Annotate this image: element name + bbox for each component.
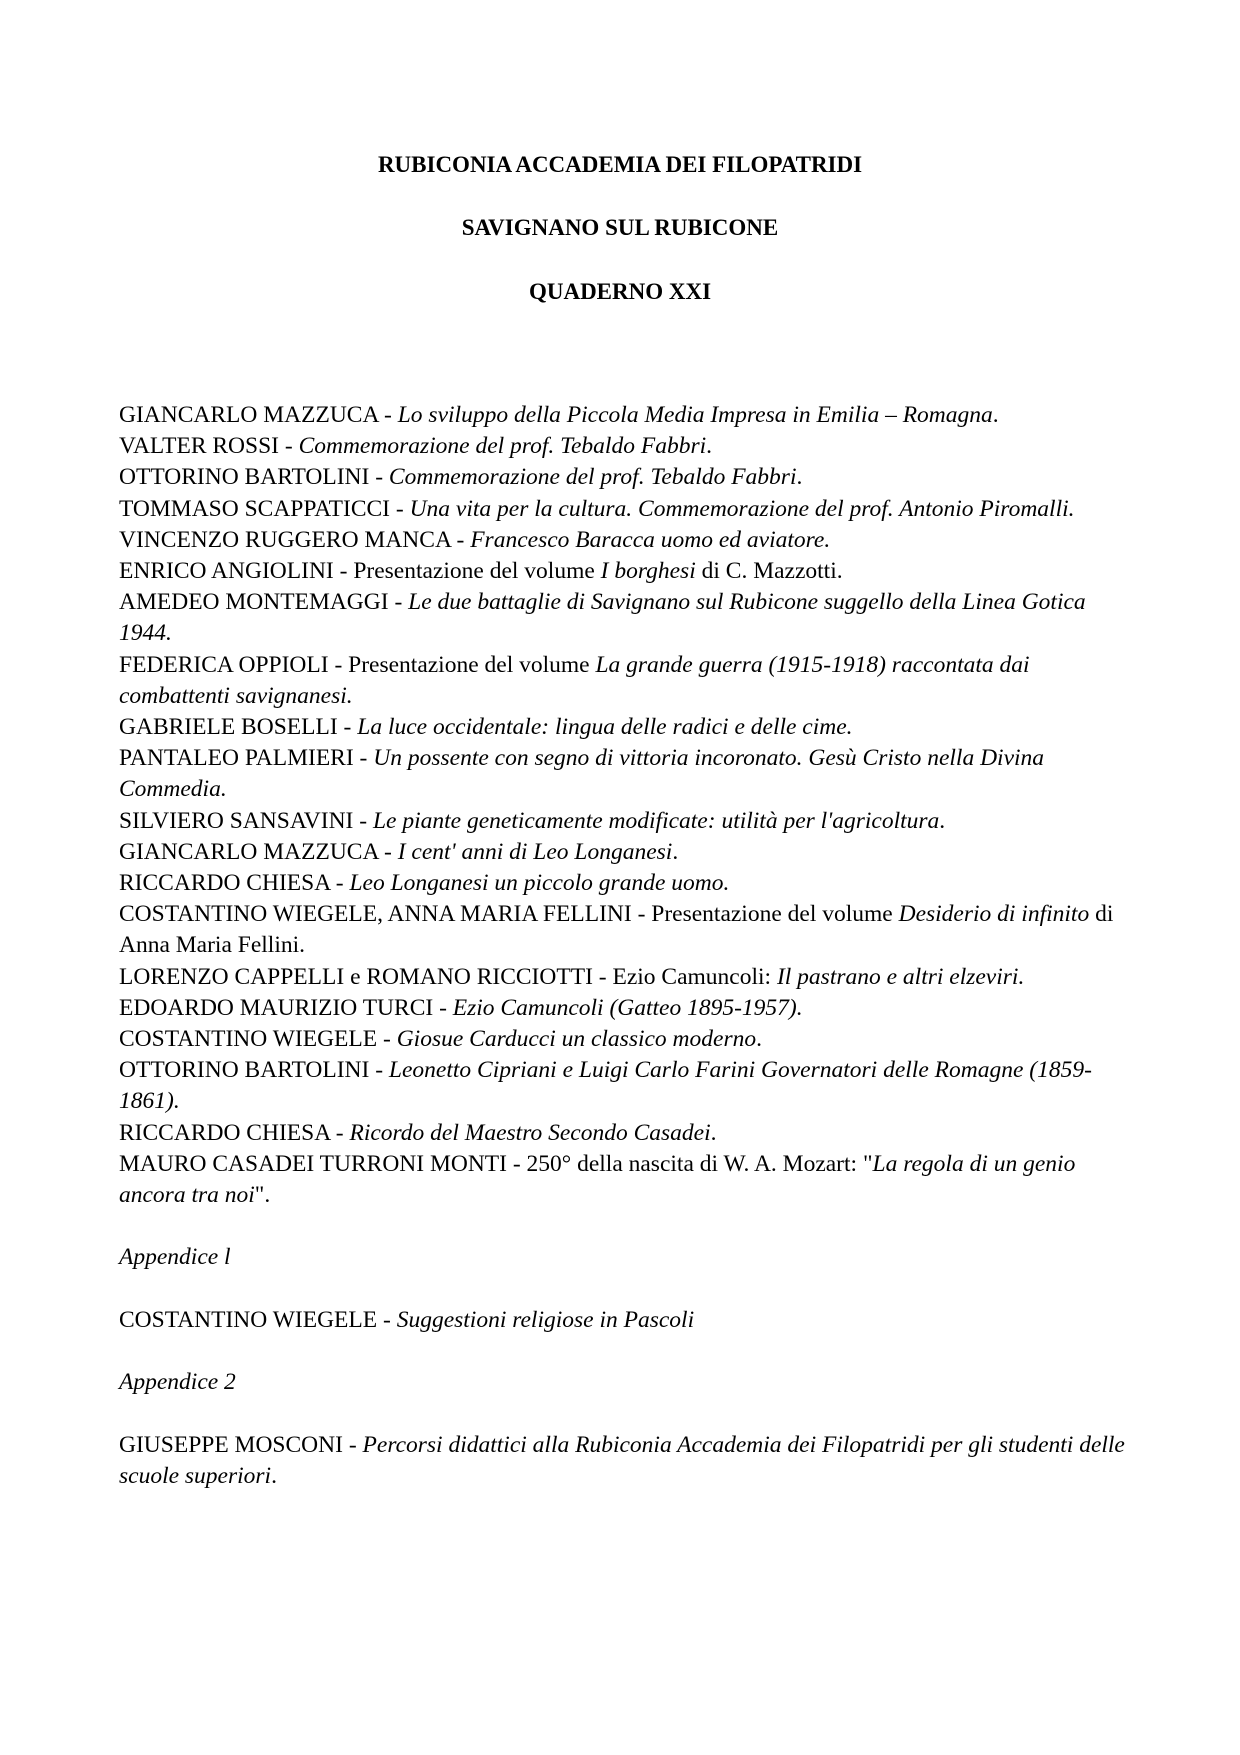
- entry-tail: .: [796, 464, 803, 491]
- entry-author: GIANCARLO MAZZUCA: [119, 402, 379, 428]
- entry-separator: -: [433, 994, 453, 1021]
- entry-title: I borghesi: [600, 558, 696, 585]
- entry-separator: -: [353, 745, 374, 772]
- entry-tail: .: [756, 1026, 762, 1053]
- entry-title: Percorsi didattici alla Rubiconia Accademia dei Filopatridi per gli studenti delle scuole superiori: [119, 1431, 1125, 1489]
- contents-entry: [119, 806, 1129, 837]
- entry-title: Le due battaglie di Savignano sul Rubicone suggello della Linea Gotica 1944.: [119, 589, 1086, 647]
- contents-list: [119, 400, 1129, 1211]
- entry-separator: - Presentazione del volume: [328, 651, 596, 678]
- entry-title: Suggestioni religiose in Pascoli: [396, 1306, 695, 1333]
- entry-tail: .: [939, 807, 946, 834]
- entry-tail: .: [271, 1462, 277, 1489]
- entry-author: COSTANTINO WIEGELE, ANNA MARIA FELLINI: [119, 901, 632, 928]
- entry-tail: di Anna Maria Fellini.: [119, 901, 1114, 959]
- entry-author: RICCARDO CHIESA: [119, 1119, 330, 1146]
- contents-entry: [119, 868, 1129, 899]
- entry-separator: - Ezio Camuncoli:: [592, 963, 777, 990]
- entry-author: LORENZO CAPPELLI e ROMANO RICCIOTTI: [119, 963, 593, 990]
- entry-author: MAURO CASADEI TURRONI MONTI: [119, 1150, 507, 1177]
- entry-separator: -: [378, 402, 398, 428]
- entry-separator: -: [377, 1306, 397, 1333]
- entry-separator: -: [450, 526, 471, 553]
- entry-author: GIUSEPPE MOSCONI: [119, 1431, 343, 1458]
- entry-title: Leo Longanesi un piccolo grande uomo.: [349, 870, 730, 897]
- entry-author: EDOARDO MAURIZIO TURCI: [119, 994, 434, 1021]
- entry-author: OTTORINO BARTOLINI: [119, 464, 370, 491]
- contents-entry: [119, 1024, 1129, 1055]
- entry-tail: .: [672, 838, 679, 865]
- entry-title: Commemorazione del prof. Tebaldo Fabbri: [388, 464, 797, 491]
- entry-separator: -: [377, 1026, 397, 1053]
- contents-entry: [119, 525, 1129, 556]
- contents-entry: [119, 1149, 1129, 1211]
- entry-separator: -: [278, 433, 299, 460]
- entry-author: GABRIELE BOSELLI: [119, 714, 338, 741]
- contents-entry: [119, 837, 1129, 868]
- contents-entry: [119, 1055, 1129, 1117]
- entry-author: TOMMASO SCAPPATICCI: [119, 495, 390, 522]
- entry-separator: -: [388, 589, 409, 616]
- entry-title: Le piante geneticamente modificate: utilità per l'agricoltura: [372, 807, 940, 834]
- entry-title: Leonetto Cipriani e Luigi Carlo Farini Governatori delle Romagne (1859-1861).: [119, 1057, 1092, 1115]
- entry-title: Desiderio di infinito: [898, 901, 1090, 928]
- entry-separator: -: [390, 495, 410, 522]
- entry-tail: ".: [254, 1182, 271, 1209]
- entry-separator: -: [337, 714, 358, 741]
- entry-title: Giosue Carducci un classico moderno: [396, 1026, 757, 1053]
- entry-title: Ezio Camuncoli (Gatteo 1895-1957).: [452, 994, 803, 1021]
- entry-author: COSTANTINO WIEGELE: [119, 1026, 378, 1053]
- entry-separator: -: [329, 870, 350, 897]
- entry-separator: -: [329, 1119, 350, 1146]
- entry-author: OTTORINO BARTOLINI: [119, 1057, 370, 1084]
- entry-author: ENRICO ANGIOLINI: [119, 558, 334, 585]
- contents-entry: [119, 462, 1129, 493]
- entry-author: RICCARDO CHIESA: [119, 870, 330, 897]
- contents-entry: [119, 650, 1129, 712]
- entry-title: Un possente con segno di vittoria incoronato. Gesù Cristo nella Divina Commedia.: [119, 745, 1045, 803]
- entry-separator: - 250° della nascita di W. A. Mozart: ": [506, 1150, 873, 1177]
- entry-tail: di C. Mazzotti.: [695, 558, 843, 585]
- entry-author: COSTANTINO WIEGELE: [119, 1306, 378, 1333]
- entry-title: Ricordo del Maestro Secondo Casadei: [349, 1119, 711, 1146]
- academy-title: RUBICONIA ACCADEMIA DEI FILOPATRIDI: [377, 152, 863, 177]
- entry-title: La luce occidentale: lingua delle radici e delle cime.: [357, 714, 853, 741]
- city-title: SAVIGNANO SUL RUBICONE: [461, 215, 779, 240]
- entry-title: I cent' anni di Leo Longanesi: [397, 838, 673, 865]
- entry-author: PANTALEO PALMIERI: [119, 745, 354, 772]
- entry-tail: .: [710, 1119, 717, 1146]
- contents-entry: [119, 494, 1129, 525]
- entry-author: SILVIERO SANSAVINI: [119, 807, 354, 834]
- contents-entry: [119, 587, 1129, 649]
- entry-author: GIANCARLO MAZZUCA: [119, 838, 379, 865]
- appendix-1-title: Appendice l: [119, 1244, 231, 1271]
- entry-title: Commemorazione del prof. Tebaldo Fabbri: [298, 433, 707, 460]
- entry-tail: .: [706, 433, 712, 460]
- contents-entry: [119, 556, 1129, 587]
- appendix-1-entry: [119, 1305, 1129, 1336]
- entry-title: La grande guerra (1915-1918) raccontata dai combattenti savignanesi.: [119, 651, 1030, 709]
- contents-entry: [119, 743, 1129, 805]
- entry-tail: .: [992, 402, 999, 428]
- entry-title: Una vita per la cultura. Commemorazione del prof. Antonio Piromalli.: [409, 495, 1075, 522]
- contents-entry: [119, 431, 1129, 462]
- contents-entry: [119, 712, 1129, 743]
- contents-entry: [119, 1118, 1129, 1149]
- contents-entry: [119, 899, 1129, 961]
- entry-title: Lo sviluppo della Piccola Media Impresa in Emilia – Romagna: [397, 402, 993, 428]
- entry-author: FEDERICA OPPIOLI: [119, 651, 329, 678]
- entry-author: VINCENZO RUGGERO MANCA: [119, 526, 451, 553]
- entry-author: AMEDEO MONTEMAGGI: [119, 589, 389, 616]
- appendix-2-entry: [119, 1430, 1129, 1492]
- entry-separator: -: [378, 838, 398, 865]
- entry-title: La regola di un genio ancora tra noi: [119, 1150, 1076, 1209]
- entry-title: Il pastrano e altri elzeviri.: [776, 963, 1025, 990]
- entry-title: Francesco Baracca uomo ed aviatore.: [470, 526, 831, 553]
- contents-entry: [119, 962, 1129, 993]
- contents-entry: [119, 400, 1129, 431]
- contents-entry: [119, 993, 1129, 1024]
- entry-separator: - Presentazione del volume: [333, 558, 601, 585]
- entry-separator: -: [369, 1057, 389, 1084]
- entry-separator: -: [342, 1431, 363, 1458]
- entry-separator: -: [353, 807, 373, 834]
- volume-title: QUADERNO XXI: [528, 279, 712, 304]
- entry-separator: - Presentazione del volume: [631, 901, 899, 928]
- entry-author: VALTER ROSSI: [119, 433, 279, 460]
- table-of-contents: [119, 400, 1129, 1492]
- entry-separator: -: [369, 464, 389, 491]
- appendix-2-title: Appendice 2: [119, 1369, 236, 1396]
